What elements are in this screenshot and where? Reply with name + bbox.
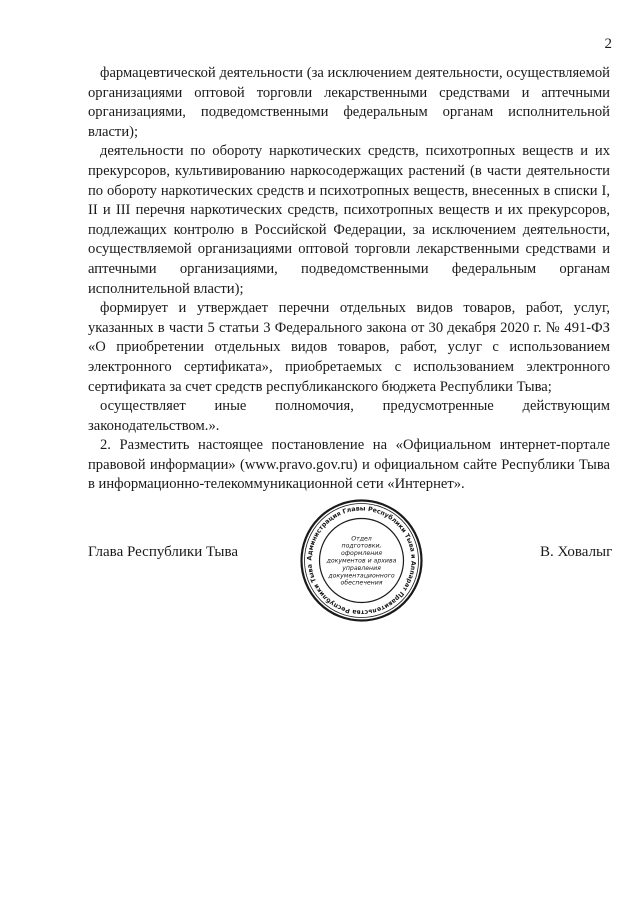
official-seal [299, 498, 424, 623]
signatory-title: Глава Республики Тыва [88, 544, 239, 560]
seal-center-line: управления [342, 564, 381, 572]
seal-center-line: обеспечения [340, 579, 383, 587]
paragraph-narcotics: деятельности по обороту наркотических средств, психотропных веществ и их прекурсоров, культивированию наркосодержащих растений (в части деятельности по обороту наркотических средств и психотропных веществ, внесенных в списки I, II и III перечня наркотических средств, психотропных веществ и их прекурсоров, подлежащих контролю в Российской Федерации, за исключением деятельности, осуществляемой организациями оптовой торговли лекарственными средствами и аптечными организациями, подведомственными федеральным органам исполнительной власти); [88, 143, 610, 297]
paragraph-certificates: формирует и утверждает перечни отдельных видов товаров, работ, услуг, указанных в части 5 статьи 3 Федерального закона от 30 декабря 2020 г. № 491-ФЗ «О приобретении отдельных видов товаров, работ, услуг с использованием электронного сертификата», приобретаемых с использованием электронного сертификата за счет средств республиканского бюджета Республики Тыва; [88, 300, 610, 395]
paragraph-publication: 2. Разместить настоящее постановление на «Официальном интернет-портале правовой информации» (www.pravo.gov.ru) и официальном сайте Республики Тыва в информационно-телекоммуникационной сети «Интернет». [88, 437, 610, 493]
signatory-name: В. Ховалыг [540, 544, 613, 560]
seal-center-line: Отдел [351, 535, 372, 543]
paragraph-pharma: фармацевтической деятельности (за исключением деятельности, осуществляемой организациями оптовой торговли лекарственными средствами и аптечными организациями, подведомственными федеральным органам исполнительной власти); [88, 65, 610, 140]
seal-center-line: документационного [328, 572, 395, 580]
seal-center-line: оформления [340, 550, 383, 558]
paragraph-other-powers: осуществляет иные полномочия, предусмотренные действующим законодательством.». [88, 398, 610, 434]
document-body [88, 64, 610, 495]
seal-center-line: подготовки, [341, 542, 382, 550]
page-number: 2 [604, 36, 612, 52]
seal-ring-text: Администрация Главы Республики Тыва и Аппарат Правительства Республики Тыва [306, 505, 417, 616]
seal-center-line: документов и архива [326, 557, 397, 565]
